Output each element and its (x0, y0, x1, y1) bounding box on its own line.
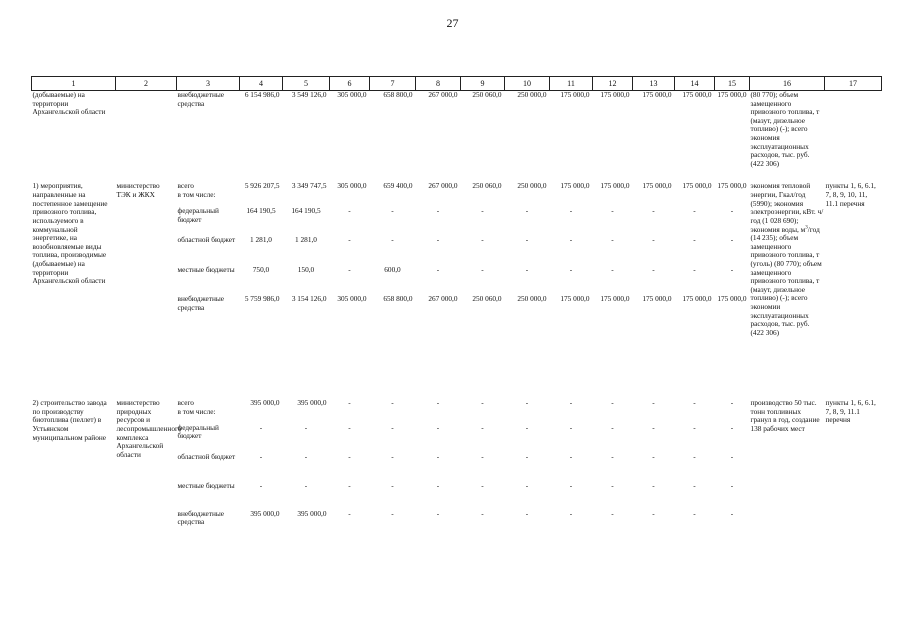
value-cell: - (525, 398, 529, 408)
value-cell: - (436, 508, 440, 518)
column-header: 5 (283, 77, 330, 91)
value-cell: - (569, 451, 573, 461)
value-cell: - (730, 235, 734, 245)
value-cell: - (652, 480, 655, 490)
value-cell: - (348, 206, 351, 216)
value-cell: 175 000,0 (717, 90, 747, 99)
value-cell: - (569, 265, 573, 275)
value-cell: - (693, 422, 696, 432)
value-cell: 175 000,0 (717, 181, 747, 191)
value-cell: 305 000,0 (337, 90, 367, 99)
funding-source: всего (177, 181, 194, 191)
value-cell: - (611, 206, 614, 216)
value-cell: - (730, 265, 734, 275)
column-header: 17 (825, 77, 882, 91)
value-cell: 395 000,0 (297, 508, 327, 518)
value-cell: - (525, 422, 529, 432)
value-cell: - (259, 451, 263, 461)
value-cell: - (259, 480, 263, 490)
value-cell: 3 154 126,0 (291, 294, 327, 304)
value-cell: - (304, 480, 308, 490)
value-cell: 164 190,5 (246, 206, 276, 216)
value-cell: - (693, 235, 696, 245)
value-cell: 250 060,0 (472, 90, 502, 99)
funding-source: в том числе: (177, 406, 216, 416)
result-indicator: (80 770); объем замещенного привозного топлива, т (мазут, дизельное топливо) (-); всего экономия эксплуатационных расходов, тыс. руб. (422 306) (750, 90, 820, 168)
value-cell: - (525, 206, 529, 216)
value-cell: 175 000,0 (642, 90, 672, 99)
funding-source: внебюджетные средства (177, 90, 225, 108)
column-header: 7 (370, 77, 416, 91)
value-cell: - (569, 422, 573, 432)
result-indicator: производство 50 тыс. тонн топливных гранул в год, создание 138 рабочих мест (750, 398, 820, 433)
executor (116, 91, 177, 169)
block2-row-total (32, 399, 882, 408)
value-cell: 395 000,0 (250, 508, 280, 518)
funding-source: областной бюджет (177, 235, 236, 245)
column-number-row (32, 77, 882, 91)
value-cell: - (525, 508, 529, 518)
superscript: 3 (805, 225, 808, 231)
value-cell: - (693, 451, 696, 461)
value-cell: 305 000,0 (337, 181, 367, 191)
column-header: 2 (116, 77, 177, 91)
value-cell: - (348, 422, 351, 432)
value-cell: - (348, 235, 351, 245)
value-cell: - (611, 398, 614, 408)
value-cell: 658 800,0 (383, 90, 413, 99)
value-cell: - (481, 451, 484, 461)
funding-source: местные бюджеты (177, 265, 235, 275)
value-cell: - (652, 508, 655, 518)
value-cell: 305 000,0 (337, 294, 367, 304)
value-cell: - (569, 206, 573, 216)
column-header: 13 (633, 77, 675, 91)
value-cell: 1 281,0 (250, 235, 272, 245)
column-header: 6 (330, 77, 370, 91)
value-cell: - (730, 451, 734, 461)
column-header: 11 (550, 77, 593, 91)
column-header: 9 (461, 77, 505, 91)
value-cell: - (652, 235, 655, 245)
value-cell: 5 759 986,0 (244, 294, 280, 304)
column-header: 14 (675, 77, 715, 91)
funding-source: в том числе: (177, 190, 216, 200)
value-cell: 267 000,0 (428, 181, 458, 191)
value-cell: 267 000,0 (428, 90, 458, 99)
funding-source: всего (177, 398, 194, 408)
value-cell: 175 000,0 (560, 294, 590, 304)
value-cell: - (569, 398, 573, 408)
value-cell: 659 400,0 (383, 181, 413, 191)
value-cell: - (481, 206, 484, 216)
value-cell: 175 000,0 (600, 181, 630, 191)
value-cell: - (436, 398, 440, 408)
funding-source: областной бюджет (177, 451, 236, 461)
column-header: 4 (240, 77, 283, 91)
value-cell: 6 154 986,0 (244, 90, 280, 99)
value-cell: - (481, 235, 484, 245)
value-cell: 175 000,0 (560, 181, 590, 191)
value-cell: 175 000,0 (642, 181, 672, 191)
value-cell: 175 000,0 (600, 294, 630, 304)
value-cell: 175 000,0 (682, 294, 712, 304)
column-header: 8 (416, 77, 461, 91)
funding-source: федеральный бюджет (177, 422, 219, 441)
value-cell: - (693, 265, 696, 275)
value-cell: 3 549 126,0 (291, 90, 327, 99)
value-cell: - (391, 398, 394, 408)
value-cell: 250 000,0 (517, 90, 547, 99)
value-cell: - (652, 422, 655, 432)
program-table (31, 76, 882, 527)
value-cell: 175 000,0 (642, 294, 672, 304)
funding-source: внебюджетные средства (177, 294, 225, 312)
value-cell: - (693, 206, 696, 216)
value-cell: - (611, 451, 614, 461)
value-cell: - (304, 451, 308, 461)
measure-name: 2) строительство завода по производству биотоплива (пеллет) в Устьянском муниципальном районе (32, 398, 107, 442)
column-header: 1 (32, 77, 116, 91)
funding-source: внебюджетные средства (177, 508, 225, 527)
value-cell: - (348, 265, 351, 275)
value-cell: - (569, 508, 573, 518)
value-cell: - (730, 422, 734, 432)
value-cell: - (611, 235, 614, 245)
value-cell: 175 000,0 (682, 90, 712, 99)
value-cell: 250 060,0 (472, 294, 502, 304)
measure-name: (добываемые) на территории Архангельской области (32, 90, 106, 117)
value-cell: 175 000,0 (717, 294, 747, 304)
value-cell: - (481, 422, 484, 432)
value-cell: - (525, 451, 529, 461)
continued-row (32, 91, 882, 169)
block1-row-total (32, 182, 882, 191)
value-cell: 3 349 747,5 (291, 181, 327, 191)
value-cell: - (611, 265, 614, 275)
executor: министерство природных ресурсов и лесопромышленного комплекса Архангельской области (116, 398, 182, 459)
value-cell: - (436, 451, 440, 461)
value-cell: - (525, 265, 529, 275)
value-cell: 250 000,0 (517, 294, 547, 304)
task-reference (825, 91, 882, 169)
value-cell: - (304, 422, 308, 432)
value-cell: 395 000,0 (250, 398, 280, 408)
value-cell: - (436, 235, 440, 245)
value-cell: 1 281,0 (295, 235, 317, 245)
value-cell: 658 800,0 (383, 294, 413, 304)
page-number: 27 (446, 16, 459, 30)
value-cell: 267 000,0 (428, 294, 458, 304)
value-cell: - (652, 265, 655, 275)
value-cell: - (693, 480, 696, 490)
value-cell: - (348, 508, 351, 518)
value-cell: - (481, 398, 484, 408)
value-cell: - (481, 480, 484, 490)
column-header: 3 (177, 77, 240, 91)
value-cell: - (525, 235, 529, 245)
value-cell: 175 000,0 (600, 90, 630, 99)
value-cell: 600,0 (384, 265, 401, 275)
value-cell: - (391, 422, 394, 432)
value-cell: 395 000,0 (297, 398, 327, 408)
column-header: 10 (505, 77, 550, 91)
value-cell: - (730, 206, 734, 216)
value-cell: - (348, 480, 351, 490)
value-cell: 250 060,0 (472, 181, 502, 191)
value-cell: - (481, 508, 484, 518)
value-cell: - (436, 265, 440, 275)
value-cell: - (569, 480, 573, 490)
value-cell: 150,0 (297, 265, 315, 275)
value-cell: 250 000,0 (517, 181, 547, 191)
value-cell: - (611, 508, 614, 518)
value-cell: - (436, 480, 440, 490)
value-cell: - (391, 235, 394, 245)
column-header: 12 (593, 77, 633, 91)
value-cell: 5 926 207,5 (244, 181, 280, 191)
value-cell: - (693, 398, 696, 408)
value-cell: - (693, 508, 696, 518)
value-cell: - (525, 480, 529, 490)
value-cell: - (348, 451, 351, 461)
executor: министерство ТЭК и ЖКХ (116, 181, 160, 200)
result-indicator-part: экономия тепловой энергии, Гкал/год (5990); экономия электроэнергии, кВт. ч/год (1 028 690); экономия воды, м (750, 181, 824, 234)
measure-name: 1) мероприятия, направленные на постепенное замещение привозного топлива, используемого в коммунальной энергетике, на возобновляемые виды топлива, производимые (добываемые) на территории Архангельской области (32, 181, 108, 286)
value-cell: - (569, 235, 573, 245)
value-cell: - (611, 422, 614, 432)
value-cell: - (436, 206, 440, 216)
column-header: 15 (715, 77, 750, 91)
value-cell: - (730, 480, 734, 490)
result-indicator (750, 182, 825, 385)
value-cell: - (611, 480, 614, 490)
value-cell: - (391, 451, 394, 461)
column-header: 16 (750, 77, 825, 91)
value-cell: - (730, 508, 734, 518)
value-cell: 750,0 (252, 265, 270, 275)
value-cell: - (730, 398, 734, 408)
value-cell: 164 190,5 (291, 206, 321, 216)
result-indicator-part: /год (14 235); объем замещенного привозного топлива, т (уголь) (80 770); объем замещенного привозного топлива, т (мазут, дизельное топливо) (-); всего экономии эксплуатационных расходов, тыс. руб. (422 306) (750, 224, 822, 337)
value-cell: 175 000,0 (560, 90, 590, 99)
funding-source: местные бюджеты (177, 480, 235, 490)
value-cell: - (436, 422, 440, 432)
value-cell: - (481, 265, 484, 275)
task-reference: пункты 1, 6, 6.1, 7, 8, 9, 10, 11, 11.1 перечня (825, 181, 876, 208)
value-cell: - (259, 422, 263, 432)
value-cell: - (391, 480, 394, 490)
value-cell: - (391, 206, 394, 216)
value-cell: - (391, 508, 394, 518)
value-cell: 175 000,0 (682, 181, 712, 191)
funding-source: федеральный бюджет (177, 206, 219, 224)
value-cell: - (652, 398, 655, 408)
value-cell: - (652, 206, 655, 216)
value-cell: - (348, 398, 351, 408)
value-cell: - (652, 451, 655, 461)
task-reference: пункты 1, 6, 6.1, 7, 8, 9, 11.1 перечня (825, 398, 876, 425)
